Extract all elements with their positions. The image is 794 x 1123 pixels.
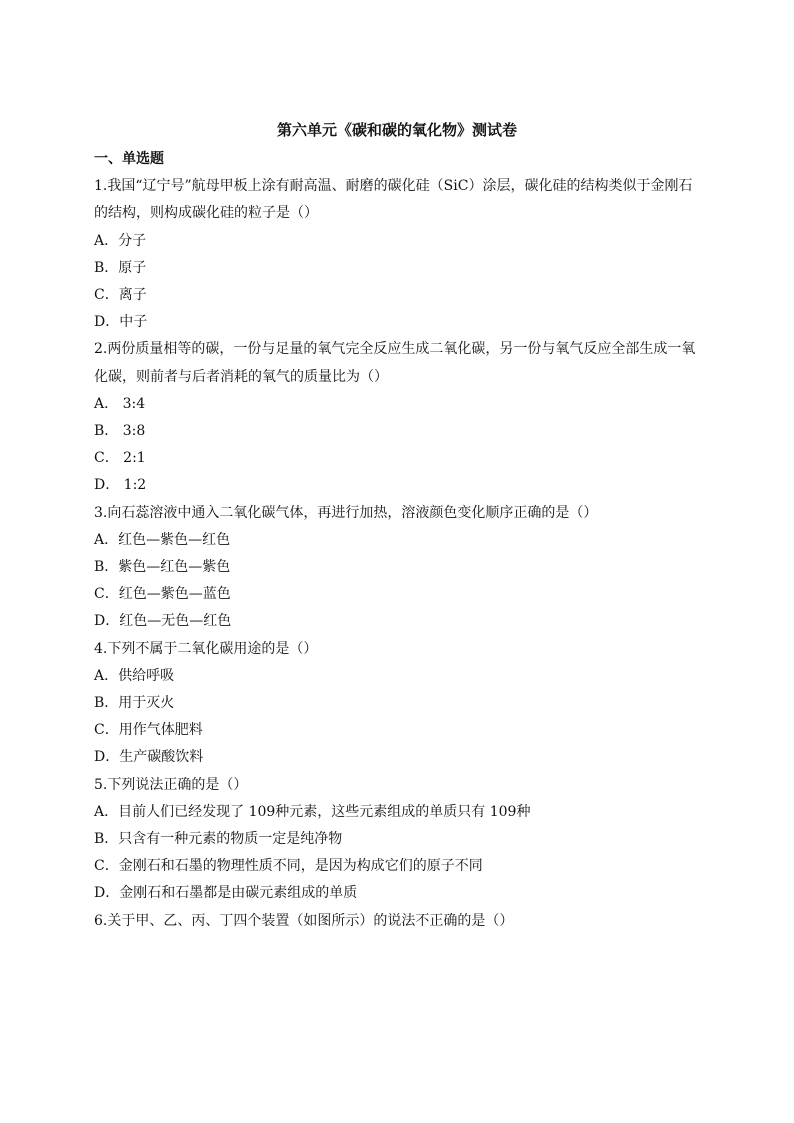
option-a <box>94 391 706 418</box>
option-c <box>94 282 706 309</box>
option-letter: D． <box>94 749 120 766</box>
document-content <box>94 146 706 935</box>
option-letter: D． <box>94 885 120 902</box>
option-text: 红色—紫色—蓝色 <box>118 586 231 603</box>
option-letter: D． <box>94 314 120 331</box>
option-letter: B． <box>94 559 119 576</box>
option-text: 用作气体肥料 <box>118 722 203 739</box>
option-text: 分子 <box>118 232 147 249</box>
option-text: 原子 <box>118 259 147 276</box>
option-b <box>94 418 706 445</box>
option-text: 离子 <box>118 287 147 304</box>
option-b <box>94 255 706 282</box>
option-letter: C． <box>94 586 119 603</box>
option-c <box>94 445 706 472</box>
option-c <box>94 581 706 608</box>
option-letter: A． <box>94 531 119 548</box>
option-text: 3:8 <box>118 423 146 440</box>
option-d <box>94 472 706 499</box>
option-text: 红色—紫色—红色 <box>118 531 231 548</box>
option-text: 1:2 <box>119 477 147 494</box>
option-c <box>94 853 706 880</box>
question-5 <box>94 772 706 908</box>
option-a <box>94 799 706 826</box>
option-text: 金刚石和石墨的物理性质不同，是因为构成它们的原子不同 <box>118 858 483 875</box>
option-letter: D． <box>94 477 120 494</box>
option-letter: C． <box>94 722 119 739</box>
option-a <box>94 663 706 690</box>
section-heading: 一、单选题 <box>94 151 164 167</box>
option-d <box>94 309 706 336</box>
document-title: 第六单元《碳和碳的氧化物》测试卷 <box>276 121 517 139</box>
option-text: 中子 <box>119 314 148 331</box>
question-stem: 2.两份质量相等的碳，一份与足量的氧气完全反应生成二氧化碳，另一份与氧气反应全部生成一氧化碳，则前者与后者消耗的氧气的质量比为（） <box>94 341 696 385</box>
option-letter: D． <box>94 613 120 630</box>
option-letter: B． <box>94 259 119 276</box>
option-letter: B． <box>94 423 119 440</box>
option-letter: B． <box>94 695 119 712</box>
option-text: 红色—无色—红色 <box>119 613 232 630</box>
option-letter: C． <box>94 450 119 467</box>
question-stem: 5.下列说法正确的是（） <box>94 776 248 793</box>
question-stem: 1.我国“辽宁号”航母甲板上涂有耐高温、耐磨的碳化硅（SiC）涂层，碳化硅的结构类似于金刚石的结构，则构成碳化硅的粒子是（） <box>94 178 693 222</box>
option-a <box>94 228 706 255</box>
option-b <box>94 690 706 717</box>
option-c <box>94 717 706 744</box>
option-letter: A． <box>94 667 119 684</box>
question-2 <box>94 336 706 499</box>
option-letter: B． <box>94 831 119 848</box>
option-letter: A． <box>94 395 119 412</box>
question-4 <box>94 636 706 772</box>
option-text: 紫色—红色—紫色 <box>118 559 231 576</box>
option-a <box>94 527 706 554</box>
option-letter: A． <box>94 803 119 820</box>
option-b <box>94 554 706 581</box>
question-stem: 4.下列不属于二氧化碳用途的是（） <box>94 640 318 657</box>
option-text: 只含有一种元素的物质一定是纯净物 <box>118 831 343 848</box>
question-6 <box>94 908 706 935</box>
option-text: 3:4 <box>118 395 146 412</box>
option-d <box>94 744 706 771</box>
option-text: 供给呼吸 <box>118 667 175 684</box>
option-text: 2:1 <box>118 450 146 467</box>
option-text: 目前人们已经发现了 109种元素，这些元素组成的单质只有 109种 <box>118 803 531 820</box>
option-text: 生产碳酸饮料 <box>119 749 204 766</box>
option-text: 用于灭火 <box>118 695 175 712</box>
question-3 <box>94 500 706 636</box>
option-letter: A． <box>94 232 119 249</box>
question-1 <box>94 173 706 336</box>
option-text: 金刚石和石墨都是由碳元素组成的单质 <box>119 885 358 902</box>
question-stem: 6.关于甲、乙、丙、丁四个装置（如图所示）的说法不正确的是（） <box>94 912 514 929</box>
option-d <box>94 880 706 907</box>
option-b <box>94 826 706 853</box>
option-letter: C． <box>94 287 119 304</box>
option-letter: C． <box>94 858 119 875</box>
option-d <box>94 608 706 635</box>
question-stem: 3.向石蕊溶液中通入二氧化碳气体，再进行加热，溶液颜色变化顺序正确的是（） <box>94 504 598 521</box>
